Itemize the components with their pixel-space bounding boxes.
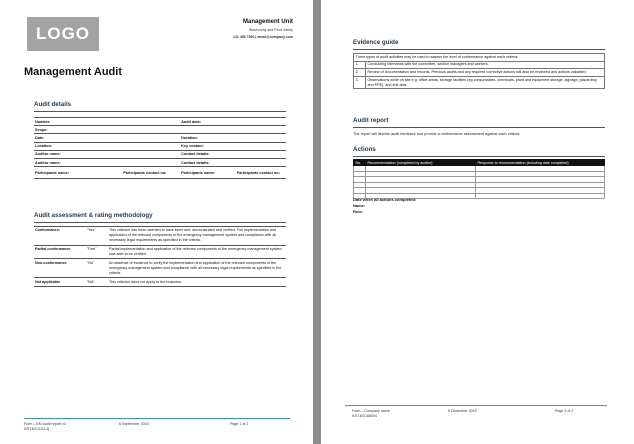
audit-details-row [34,150,286,158]
audit-details-cell: Participants contact no: [236,167,286,179]
section-rule [34,111,286,112]
methodology-heading: Audit assessment & rating methodology [34,212,153,219]
actions-cell[interactable] [476,193,605,199]
audit-details-cell: Auditor name: [34,150,122,158]
actions-col-no: No. [354,160,366,166]
footer-date: 6 December 2016 [448,409,477,413]
rating-code: "No" [86,259,108,278]
evidence-item-text: Observations while on site e.g. office areas, storage facilities (eg consumables, chemicals, plant and equipment storage, signage, placarding and PPE), and first aids. [366,76,605,89]
audit-details-cell [236,142,286,150]
audit-details-row [34,158,286,166]
audit-details-cell: Date: [34,134,122,142]
unit-header [183,19,293,39]
audit-details-cell [122,150,180,158]
audit-details-cell: Participants name: [180,167,235,179]
footer-rule [24,418,290,419]
section-rule [353,127,605,128]
audit-details-cell [236,118,286,126]
evidence-guide-heading: Evidence guide [353,39,399,46]
rating-code: "Part" [86,245,108,259]
section-rule [353,49,605,50]
audit-details-table [34,117,286,179]
audit-details-cell: Participants name: [34,167,122,179]
evidence-item-number: 3. [354,76,366,89]
audit-details-cell: Key contact: [180,142,235,150]
evidence-item-number: 1. [354,61,366,69]
unit-subtitle: Biosecurity and Food Safety [249,28,293,32]
rating-description: This criterion has been deemed to have been met, demonstrated and verified. Full implementation and application of the relevant components of the emergency management system and compliance with all necessary legal requirements as specified in the criteria. [108,227,286,246]
unit-name: Management Unit [242,19,293,25]
footer-page: Page 2 of 2 [555,409,574,413]
audit-details-cell: Location: [34,142,122,150]
actions-completed-date-label: Date when all actions completed: [353,197,417,202]
footer-form: Form – EM audit report v3 [24,422,66,426]
audit-details-row [34,134,286,142]
audit-details-cell [236,134,286,142]
audit-details-cell [236,126,286,134]
section-rule [34,222,286,223]
audit-details-cell [122,126,180,134]
rating-label: Not applicable [34,278,86,287]
footer-ref: INT16/3-458/04 [352,414,377,418]
evidence-item-row [354,76,605,89]
audit-details-cell: Duration: [180,134,235,142]
section-rule [353,156,605,157]
audit-details-cell [122,118,180,126]
evidence-item-row [354,69,605,77]
footer-ref: INT16/3-01/3-4] [24,427,50,431]
methodology-row [34,245,286,259]
footer-page: Page 1 of 2 [230,422,249,426]
actions-col-recommendation: Recommendation (completed by auditor) [366,160,476,166]
audit-details-heading: Audit details [34,101,72,108]
evidence-item-text: Conducting interviews with the committee, section managers and workers. [366,61,605,69]
role-label: Role: [353,209,363,214]
document-title: Management Audit [24,66,122,78]
evidence-intro: Three types of audit activities may be used to assess the level of conformance against each criteria: [354,54,605,62]
actions-col-response: Response to recommendation (including date completed) [476,160,605,166]
unit-contact: 131 486 7890 | email@company.com [233,35,293,39]
rating-code: "NA" [86,278,108,287]
document-page-1 [0,0,313,444]
audit-details-row [34,142,286,150]
rating-label: Partial conformance [34,245,86,259]
rating-description: An absence of evidence to verify the implementation and application of the relevant components of the emergency management system and compliance with all necessary legal requirements as specified in the criteria. [108,259,286,278]
audit-details-cell: Audit date: [180,118,235,126]
audit-details-cell: Participants contact no: [122,167,180,179]
audit-report-heading: Audit report [353,117,389,124]
footer-date: 6 September 2016 [119,422,149,426]
footer-rule [345,405,607,406]
rating-label: Conformance: [34,227,86,246]
methodology-table [34,226,286,287]
audit-details-cell [236,150,286,158]
logo: LOGO [27,17,99,51]
methodology-row [34,227,286,246]
audit-details-cell: Contact details: [180,150,235,158]
audit-details-cell: Auditor name: [34,158,122,166]
audit-details-row [34,126,286,134]
methodology-row [34,259,286,278]
audit-details-cell: Scope: [34,126,122,134]
actions-table [353,159,605,199]
audit-report-text: The report will itemise audit feedback and provide a conformance assessment against each criteria. [353,132,521,136]
rating-code: "Yes" [86,227,108,246]
audit-details-cell [180,126,235,134]
document-page-2 [321,0,634,444]
audit-details-row [34,118,286,126]
evidence-item-text: Review of documentation and records. Previous audits and any required corrective actions will also be reviewed and actions validated. [366,69,605,77]
evidence-item-number: 2. [354,69,366,77]
footer-form: Form – Company name [352,409,390,413]
audit-details-cell [236,158,286,166]
audit-details-cell: Contact details: [180,158,235,166]
evidence-item-row [354,61,605,69]
methodology-row [34,278,286,287]
evidence-intro-row [354,54,605,62]
audit-details-cell [122,134,180,142]
rating-description: This criterion does not apply to the business. [108,278,286,287]
actions-heading: Actions [353,146,376,153]
audit-details-row [34,167,286,179]
audit-details-cell [122,142,180,150]
name-label: Name: [353,203,366,208]
audit-details-cell: Number: [34,118,122,126]
evidence-guide-table [353,53,605,89]
audit-details-cell [122,158,180,166]
rating-description: Partial implementation and application of the relevant components of the emergency management system was able to be verified. [108,245,286,259]
rating-label: Non-conformance [34,259,86,278]
